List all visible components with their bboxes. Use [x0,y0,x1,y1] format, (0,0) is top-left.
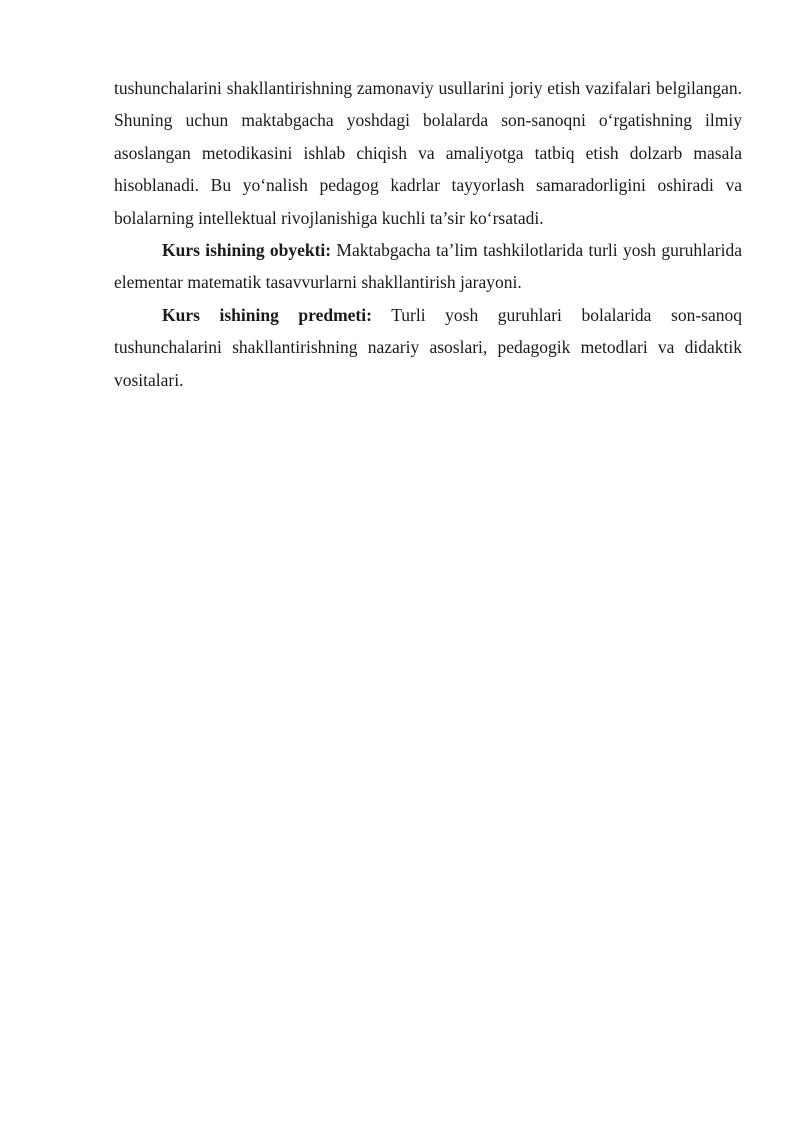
paragraph-continuation [114,72,742,234]
paragraph-lead-subject: Kurs ishining predmeti: [162,304,372,325]
paragraph-course-object [114,234,742,299]
paragraph-text: tushunchalarini shakllantirishning zamonaviy usullarini joriy etish vazifalari belgilangan. Shuning uchun maktabgacha yoshdagi bolalarda son-sanoqni o‘rgatishning ilmiy asoslangan metodikasini ishlab chiqish va amaliyotga tatbiq etish dolzarb masala hisoblanadi. Bu yo‘nalish pedagog kadrlar tayyorlash samaradorligini oshiradi va bolalarning intellektual rivojlanishiga kuchli ta’sir ko‘rsatadi. [114,78,742,228]
paragraph-lead-object: Kurs ishining obyekti: [162,240,332,261]
paragraph-text: Turli yosh guruhlari bolalarida son-sanoq tushunchalarini shakllantirishning nazariy asoslari, pedagogik metodlari va didaktik vositalari. [114,304,742,390]
paragraph-course-subject [114,299,742,396]
paragraph-text: Maktabgacha ta’lim tashkilotlarida turli yosh guruhlarida elementar matematik tasavvurlarni shakllantirish jarayoni. [114,240,742,293]
document-page [114,72,742,396]
